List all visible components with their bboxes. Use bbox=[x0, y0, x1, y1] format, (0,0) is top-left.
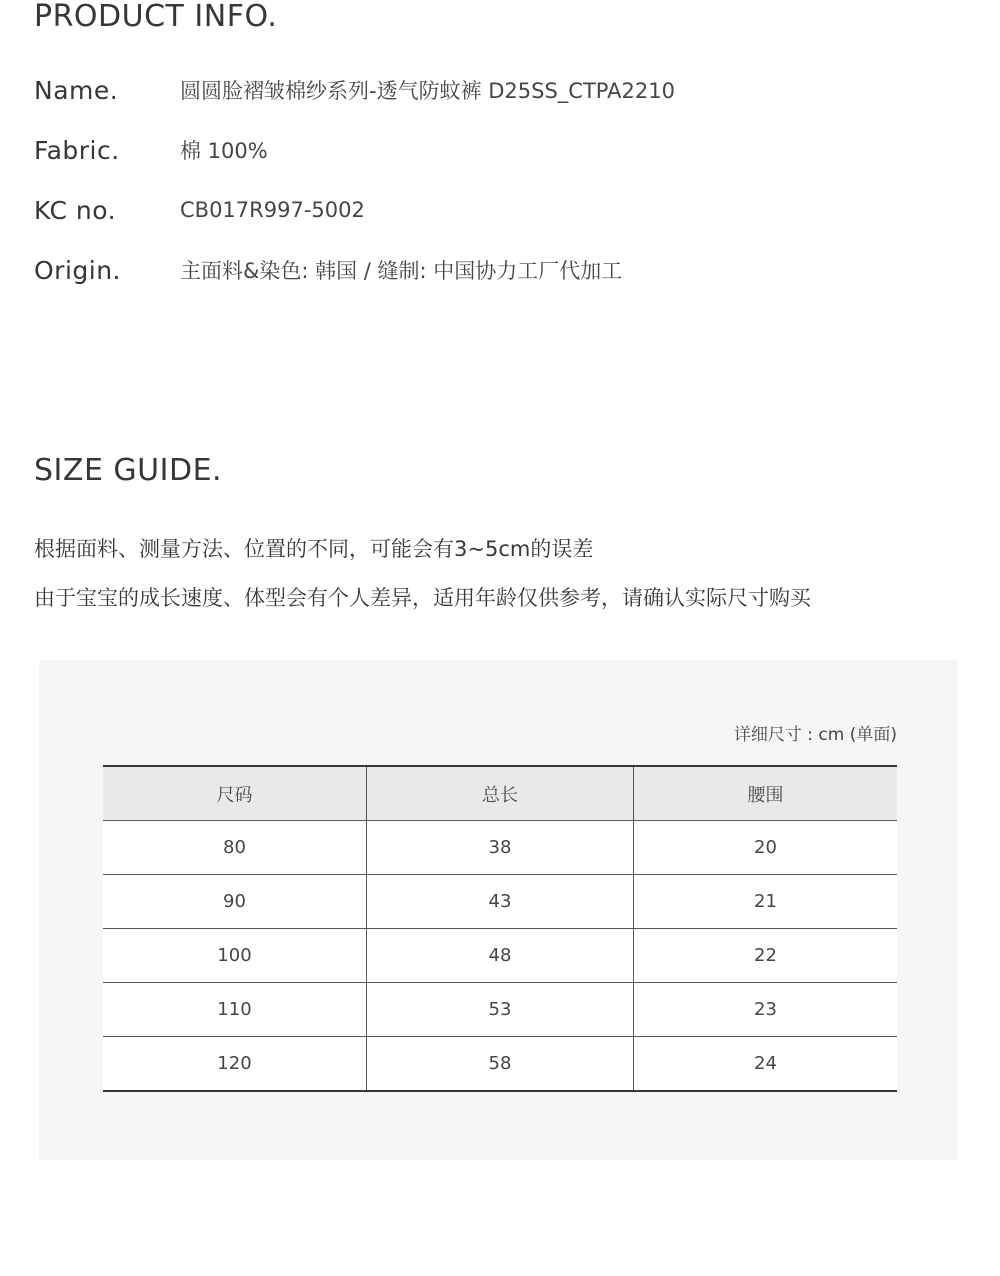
table-row bbox=[103, 875, 897, 929]
size-note: 由于宝宝的成长速度、体型会有个人差异，适用年龄仅供参考，请确认实际尺寸购买 bbox=[34, 586, 811, 610]
product-info-title: PRODUCT INFO. bbox=[34, 0, 278, 34]
cell-waist: 22 bbox=[634, 929, 897, 983]
cell-waist: 23 bbox=[634, 983, 897, 1037]
size-table-panel bbox=[39, 660, 958, 1160]
cell-waist: 20 bbox=[634, 821, 897, 875]
info-value-kc-no: CB017R997-5002 bbox=[180, 198, 365, 222]
unit-note: 详细尺寸 : cm (单面) bbox=[733, 725, 897, 745]
header-waist: 腰围 bbox=[634, 766, 897, 821]
info-value-origin: 主面料&染色: 韩国 / 缝制: 中国协力工厂代加工 bbox=[180, 259, 623, 283]
cell-total-length: 53 bbox=[366, 983, 633, 1037]
info-value-name: 圆圆脸褶皱棉纱系列-透气防蚊裤 D25SS_CTPA2210 bbox=[180, 79, 675, 103]
header-total-length: 总长 bbox=[366, 766, 633, 821]
size-guide-title: SIZE GUIDE. bbox=[34, 453, 223, 488]
info-label-origin: Origin. bbox=[34, 255, 122, 285]
table-row bbox=[103, 983, 897, 1037]
cell-total-length: 38 bbox=[366, 821, 633, 875]
cell-size: 90 bbox=[103, 875, 366, 929]
cell-total-length: 43 bbox=[366, 875, 633, 929]
cell-waist: 24 bbox=[634, 1037, 897, 1092]
info-label-kc-no: KC no. bbox=[34, 195, 117, 225]
cell-size: 110 bbox=[103, 983, 366, 1037]
size-table bbox=[103, 765, 897, 1092]
cell-waist: 21 bbox=[634, 875, 897, 929]
info-row-fabric bbox=[34, 133, 268, 167]
table-row bbox=[103, 821, 897, 875]
info-row-kc-no bbox=[34, 193, 365, 227]
cell-size: 80 bbox=[103, 821, 366, 875]
cell-size: 100 bbox=[103, 929, 366, 983]
header-size: 尺码 bbox=[103, 766, 366, 821]
info-label-fabric: Fabric. bbox=[34, 135, 120, 165]
cell-size: 120 bbox=[103, 1037, 366, 1092]
table-row bbox=[103, 929, 897, 983]
info-label-name: Name. bbox=[34, 75, 119, 105]
size-note: 根据面料、测量方法、位置的不同，可能会有3~5cm的误差 bbox=[34, 537, 594, 561]
table-row bbox=[103, 1037, 897, 1092]
info-value-fabric: 棉 100% bbox=[180, 139, 268, 163]
cell-total-length: 58 bbox=[366, 1037, 633, 1092]
info-row-origin bbox=[34, 253, 622, 287]
size-guide-notes bbox=[34, 533, 811, 631]
info-row-name bbox=[34, 73, 675, 107]
cell-total-length: 48 bbox=[366, 929, 633, 983]
size-table-header-row bbox=[103, 766, 897, 821]
